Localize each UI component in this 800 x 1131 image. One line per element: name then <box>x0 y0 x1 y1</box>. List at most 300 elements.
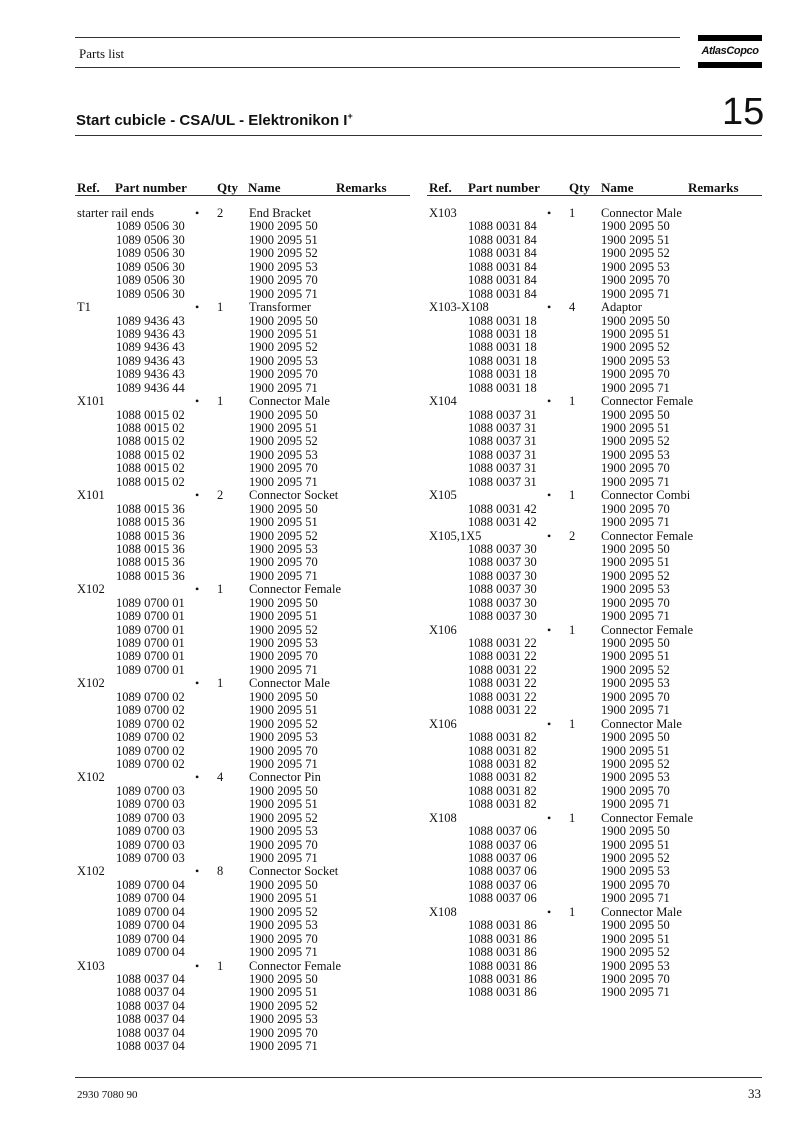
part-number-cell: 1089 0700 01 <box>116 662 185 677</box>
name-cell: 1900 2095 70 <box>601 595 670 610</box>
name-cell: 1900 2095 50 <box>601 824 670 839</box>
name-cell: 1900 2095 51 <box>249 515 318 530</box>
part-number-cell: 1088 0037 31 <box>468 474 537 489</box>
part-number-cell: 1088 0031 84 <box>468 273 537 288</box>
right-header-remarks: Remarks <box>688 180 739 195</box>
part-number-cell: 1088 0031 86 <box>468 931 537 946</box>
part-number-cell: 1089 0700 02 <box>116 716 185 731</box>
part-number-cell: 1088 0015 02 <box>116 461 185 476</box>
ref-cell: X103-X108 <box>429 300 489 315</box>
ref-cell: X101 <box>77 488 105 503</box>
qty-cell: 1 <box>569 394 576 409</box>
part-number-cell: 1088 0031 82 <box>468 783 537 798</box>
qty-cell: 4 <box>217 770 224 785</box>
name-cell: 1900 2095 50 <box>601 541 670 556</box>
part-number-cell: 1088 0015 36 <box>116 555 185 570</box>
name-cell: 1900 2095 70 <box>601 501 670 516</box>
name-cell: 1900 2095 50 <box>601 313 670 328</box>
bullet-marker: • <box>547 622 552 637</box>
ref-cell: T1 <box>77 300 91 315</box>
part-number-cell: 1089 9436 43 <box>116 367 185 382</box>
qty-cell: 1 <box>217 958 224 973</box>
page-title <box>76 111 353 129</box>
part-number-cell: 1088 0037 30 <box>468 609 537 624</box>
name-cell: 1900 2095 53 <box>249 1012 318 1027</box>
ref-cell: starter rail ends <box>77 206 155 220</box>
name-cell: 1900 2095 71 <box>601 286 670 301</box>
name-cell: Connector Socket <box>249 488 339 503</box>
name-cell: 1900 2095 71 <box>249 568 318 583</box>
name-cell: Connector Female <box>249 958 341 973</box>
name-cell: 1900 2095 50 <box>249 877 318 892</box>
name-cell: 1900 2095 52 <box>249 810 318 825</box>
left-header-part-number: Part number <box>115 180 187 195</box>
part-number-cell: 1088 0037 31 <box>468 447 537 462</box>
name-cell: 1900 2095 50 <box>601 636 670 650</box>
name-cell: 1900 2095 52 <box>601 756 670 771</box>
part-number-cell: 1088 0031 86 <box>468 945 537 960</box>
part-number-cell: 1088 0031 84 <box>468 286 537 301</box>
part-number-cell: 1088 0037 04 <box>116 1012 185 1027</box>
name-cell: 1900 2095 71 <box>601 474 670 489</box>
part-number-cell: 1088 0031 22 <box>468 636 537 650</box>
part-number-cell: 1088 0031 18 <box>468 353 537 368</box>
bullet-marker: • <box>547 300 552 315</box>
ref-cell: X103 <box>77 958 105 973</box>
qty-cell: 1 <box>569 488 576 503</box>
name-cell: 1900 2095 50 <box>601 407 670 422</box>
bullet-marker: • <box>195 394 200 409</box>
name-cell: 1900 2095 53 <box>601 259 670 274</box>
name-cell: 1900 2095 51 <box>249 891 318 906</box>
part-number-cell: 1088 0037 31 <box>468 421 537 435</box>
name-cell: 1900 2095 51 <box>601 837 670 852</box>
ref-cell: X102 <box>77 676 105 691</box>
name-cell: 1900 2095 51 <box>601 555 670 570</box>
name-cell: 1900 2095 70 <box>249 273 318 288</box>
name-cell: 1900 2095 50 <box>601 219 670 234</box>
part-number-cell: 1088 0031 84 <box>468 219 537 234</box>
header-top-rule <box>75 37 680 38</box>
name-cell: 1900 2095 52 <box>601 662 670 677</box>
name-cell: 1900 2095 53 <box>601 447 670 462</box>
qty-cell: 4 <box>569 300 576 315</box>
name-cell: 1900 2095 71 <box>249 1039 318 1054</box>
part-number-cell: 1089 0700 04 <box>116 945 185 960</box>
part-number-cell: 1089 0700 04 <box>116 931 185 946</box>
part-number-cell: 1088 0015 02 <box>116 474 185 489</box>
name-cell: 1900 2095 51 <box>601 232 670 247</box>
name-cell: 1900 2095 71 <box>249 286 318 301</box>
part-number-cell: 1088 0031 18 <box>468 367 537 382</box>
name-cell: 1900 2095 53 <box>601 864 670 879</box>
left-header-qty: Qty <box>217 180 238 195</box>
name-cell: 1900 2095 51 <box>601 421 670 435</box>
part-number-cell: 1089 0700 02 <box>116 689 185 704</box>
name-cell: 1900 2095 71 <box>249 756 318 771</box>
part-number-cell: 1088 0037 06 <box>468 877 537 892</box>
name-cell: 1900 2095 71 <box>601 515 670 530</box>
part-number-cell: 1088 0031 22 <box>468 662 537 677</box>
ref-cell: X102 <box>77 770 105 785</box>
part-number-cell: 1088 0015 02 <box>116 421 185 435</box>
part-number-cell: 1089 0700 03 <box>116 837 185 852</box>
qty-cell: 2 <box>217 206 224 220</box>
part-number-cell: 1088 0015 36 <box>116 515 185 530</box>
part-number-cell: 1088 0031 22 <box>468 689 537 704</box>
part-number-cell: 1088 0037 30 <box>468 582 537 597</box>
right-header-rule <box>427 195 762 196</box>
qty-cell: 1 <box>217 676 224 691</box>
logo-text: AtlasCopco <box>701 45 759 57</box>
part-number-cell: 1088 0015 02 <box>116 434 185 449</box>
part-number-cell: 1088 0037 06 <box>468 864 537 879</box>
part-number-cell: 1088 0015 36 <box>116 541 185 556</box>
part-number-cell: 1088 0037 06 <box>468 824 537 839</box>
qty-cell: 1 <box>217 394 224 409</box>
part-number-cell: 1089 0700 01 <box>116 622 185 637</box>
name-cell: 1900 2095 53 <box>249 447 318 462</box>
name-cell: 1900 2095 50 <box>601 918 670 933</box>
name-cell: 1900 2095 50 <box>601 730 670 745</box>
qty-cell: 1 <box>217 582 224 597</box>
name-cell: 1900 2095 50 <box>249 313 318 328</box>
name-cell: 1900 2095 71 <box>249 474 318 489</box>
name-cell: 1900 2095 52 <box>601 851 670 865</box>
name-cell: 1900 2095 53 <box>249 824 318 839</box>
name-cell: 1900 2095 53 <box>601 582 670 597</box>
name-cell: 1900 2095 50 <box>249 689 318 704</box>
name-cell: 1900 2095 52 <box>249 434 318 449</box>
name-cell: 1900 2095 52 <box>249 528 318 543</box>
name-cell: Connector Male <box>601 206 682 220</box>
name-cell: 1900 2095 70 <box>601 877 670 892</box>
name-cell: Connector Male <box>249 676 330 691</box>
name-cell: End Bracket <box>249 206 312 220</box>
name-cell: 1900 2095 70 <box>249 1025 318 1040</box>
part-number-cell: 1088 0031 22 <box>468 676 537 691</box>
part-number-cell: 1089 9436 43 <box>116 326 185 341</box>
name-cell: 1900 2095 70 <box>249 931 318 946</box>
part-number-cell: 1089 0506 30 <box>116 219 185 234</box>
qty-cell: 1 <box>569 904 576 919</box>
bullet-marker: • <box>547 488 552 503</box>
part-number-cell: 1088 0031 82 <box>468 743 537 758</box>
ref-cell: X105 <box>429 488 457 503</box>
name-cell: 1900 2095 70 <box>601 273 670 288</box>
part-number-cell: 1088 0015 02 <box>116 407 185 422</box>
part-number-cell: 1088 0031 84 <box>468 259 537 274</box>
name-cell: 1900 2095 71 <box>601 797 670 812</box>
right-header-qty: Qty <box>569 180 590 195</box>
part-number-cell: 1088 0031 84 <box>468 246 537 261</box>
part-number-cell: 1088 0031 22 <box>468 649 537 664</box>
footer-rule <box>75 1077 762 1078</box>
page-title-text: Start cubicle - CSA/UL - Elektronikon I <box>76 112 348 129</box>
part-number-cell: 1089 0700 01 <box>116 636 185 650</box>
part-number-cell: 1089 0700 01 <box>116 609 185 624</box>
right-header-ref: Ref. <box>429 180 452 195</box>
chapter-number: 15 <box>722 91 765 133</box>
name-cell: Connector Female <box>601 394 693 409</box>
name-cell: 1900 2095 71 <box>601 985 670 1000</box>
bullet-marker: • <box>547 810 552 825</box>
logo-bar-bottom <box>698 62 762 68</box>
part-number-cell: 1088 0031 42 <box>468 515 537 530</box>
part-number-cell: 1089 0700 02 <box>116 743 185 758</box>
name-cell: 1900 2095 52 <box>249 340 318 355</box>
header-bottom-rule <box>75 67 680 68</box>
name-cell: 1900 2095 71 <box>601 380 670 395</box>
name-cell: 1900 2095 70 <box>601 783 670 798</box>
qty-cell: 1 <box>217 300 224 315</box>
name-cell: 1900 2095 53 <box>601 353 670 368</box>
name-cell: 1900 2095 70 <box>601 461 670 476</box>
name-cell: 1900 2095 70 <box>601 971 670 986</box>
name-cell: 1900 2095 52 <box>249 716 318 731</box>
part-number-cell: 1088 0015 36 <box>116 501 185 516</box>
name-cell: 1900 2095 70 <box>249 743 318 758</box>
page-title-superscript: + <box>347 111 353 121</box>
name-cell: 1900 2095 53 <box>249 541 318 556</box>
name-cell: 1900 2095 51 <box>249 421 318 435</box>
ref-cell: X103 <box>429 206 457 220</box>
name-cell: 1900 2095 51 <box>249 797 318 812</box>
part-number-cell: 1088 0037 06 <box>468 837 537 852</box>
name-cell: 1900 2095 53 <box>601 958 670 973</box>
ref-cell: X102 <box>77 864 105 879</box>
name-cell: 1900 2095 51 <box>601 326 670 341</box>
part-number-cell: 1088 0031 22 <box>468 703 537 718</box>
left-header-remarks: Remarks <box>336 180 387 195</box>
part-number-cell: 1088 0031 18 <box>468 340 537 355</box>
name-cell: Connector Female <box>249 582 341 597</box>
name-cell: 1900 2095 71 <box>601 891 670 906</box>
part-number-cell: 1088 0037 30 <box>468 555 537 570</box>
part-number-cell: 1088 0037 30 <box>468 541 537 556</box>
part-number-cell: 1089 0700 03 <box>116 824 185 839</box>
name-cell: 1900 2095 53 <box>249 730 318 745</box>
left-header-rule <box>75 195 410 196</box>
name-cell: 1900 2095 52 <box>601 434 670 449</box>
part-number-cell: 1088 0031 82 <box>468 770 537 785</box>
qty-cell: 2 <box>217 488 224 503</box>
part-number-cell: 1089 9436 43 <box>116 340 185 355</box>
name-cell: 1900 2095 51 <box>249 232 318 247</box>
part-number-cell: 1089 0700 03 <box>116 851 185 865</box>
footer-doc-number: 2930 7080 90 <box>77 1089 138 1101</box>
qty-cell: 8 <box>217 864 224 879</box>
bullet-marker: • <box>547 394 552 409</box>
name-cell: 1900 2095 51 <box>601 743 670 758</box>
part-number-cell: 1088 0037 04 <box>116 1039 185 1054</box>
name-cell: 1900 2095 70 <box>249 367 318 382</box>
part-number-cell: 1089 0506 30 <box>116 273 185 288</box>
section-label: Parts list <box>79 46 125 61</box>
part-number-cell: 1088 0037 31 <box>468 461 537 476</box>
bullet-marker: • <box>195 582 200 597</box>
ref-cell: X108 <box>429 904 457 919</box>
part-number-cell: 1088 0037 06 <box>468 891 537 906</box>
part-number-cell: 1088 0031 82 <box>468 756 537 771</box>
name-cell: 1900 2095 52 <box>249 622 318 637</box>
name-cell: Connector Female <box>601 622 693 637</box>
name-cell: 1900 2095 51 <box>249 326 318 341</box>
left-header-name: Name <box>248 180 281 195</box>
name-cell: 1900 2095 52 <box>601 246 670 261</box>
name-cell: 1900 2095 50 <box>249 783 318 798</box>
part-number-cell: 1088 0031 18 <box>468 313 537 328</box>
name-cell: 1900 2095 52 <box>601 340 670 355</box>
ref-cell: X105,1X5 <box>429 528 482 543</box>
name-cell: 1900 2095 50 <box>249 219 318 234</box>
part-number-cell: 1089 0506 30 <box>116 246 185 261</box>
bullet-marker: • <box>195 488 200 503</box>
name-cell: Connector Male <box>601 904 682 919</box>
ref-cell: X106 <box>429 622 457 637</box>
name-cell: Connector Female <box>601 528 693 543</box>
bullet-marker: • <box>195 300 200 315</box>
part-number-cell: 1088 0037 04 <box>116 971 185 986</box>
part-number-cell: 1088 0037 30 <box>468 595 537 610</box>
ref-cell: X104 <box>429 394 457 409</box>
part-number-cell: 1089 0700 04 <box>116 877 185 892</box>
part-number-cell: 1088 0031 18 <box>468 380 537 395</box>
part-number-cell: 1089 0700 01 <box>116 649 185 664</box>
name-cell: 1900 2095 70 <box>249 555 318 570</box>
part-number-cell: 1089 0700 03 <box>116 783 185 798</box>
part-number-cell: 1089 0506 30 <box>116 259 185 274</box>
part-number-cell: 1089 0700 03 <box>116 797 185 812</box>
part-number-cell: 1088 0031 82 <box>468 797 537 812</box>
name-cell: 1900 2095 53 <box>249 353 318 368</box>
part-number-cell: 1089 0700 01 <box>116 595 185 610</box>
part-number-cell: 1089 9436 43 <box>116 353 185 368</box>
qty-cell: 1 <box>569 622 576 637</box>
name-cell: 1900 2095 52 <box>601 945 670 960</box>
part-number-cell: 1089 9436 44 <box>116 380 185 395</box>
name-cell: 1900 2095 53 <box>249 636 318 650</box>
name-cell: 1900 2095 50 <box>249 971 318 986</box>
qty-cell: 1 <box>569 810 576 825</box>
part-number-cell: 1089 9436 43 <box>116 313 185 328</box>
part-number-cell: 1088 0037 31 <box>468 407 537 422</box>
part-number-cell: 1089 0700 03 <box>116 810 185 825</box>
name-cell: 1900 2095 53 <box>249 918 318 933</box>
part-number-cell: 1088 0031 86 <box>468 958 537 973</box>
name-cell: 1900 2095 52 <box>249 904 318 919</box>
name-cell: 1900 2095 53 <box>601 676 670 691</box>
title-rule <box>75 135 762 136</box>
bullet-marker: • <box>195 676 200 691</box>
ref-cell: X106 <box>429 716 457 731</box>
bullet-marker: • <box>547 716 552 731</box>
name-cell: 1900 2095 52 <box>601 568 670 583</box>
logo-bar-top <box>698 35 762 41</box>
name-cell: 1900 2095 71 <box>249 662 318 677</box>
name-cell: Connector Pin <box>249 770 321 785</box>
part-number-cell: 1088 0031 42 <box>468 501 537 516</box>
part-number-cell: 1088 0037 31 <box>468 434 537 449</box>
part-number-cell: 1089 0700 02 <box>116 730 185 745</box>
name-cell: Adaptor <box>601 300 642 315</box>
part-number-cell: 1088 0037 04 <box>116 1025 185 1040</box>
ref-cell: X108 <box>429 810 457 825</box>
part-number-cell: 1088 0037 30 <box>468 568 537 583</box>
part-number-cell: 1088 0031 86 <box>468 918 537 933</box>
qty-cell: 1 <box>569 716 576 731</box>
name-cell: 1900 2095 71 <box>249 945 318 960</box>
part-number-cell: 1088 0031 86 <box>468 985 537 1000</box>
name-cell: 1900 2095 53 <box>601 770 670 785</box>
bullet-marker: • <box>547 206 552 220</box>
part-number-cell: 1089 0700 02 <box>116 703 185 718</box>
bullet-marker: • <box>195 958 200 973</box>
name-cell: Transformer <box>249 300 312 315</box>
name-cell: 1900 2095 50 <box>249 595 318 610</box>
name-cell: 1900 2095 70 <box>249 649 318 664</box>
name-cell: 1900 2095 51 <box>601 649 670 664</box>
qty-cell: 1 <box>569 206 576 220</box>
name-cell: Connector Male <box>249 394 330 409</box>
part-number-cell: 1088 0031 86 <box>468 971 537 986</box>
bullet-marker: • <box>195 206 200 220</box>
bullet-marker: • <box>547 904 552 919</box>
ref-cell: X102 <box>77 582 105 597</box>
name-cell: 1900 2095 70 <box>601 367 670 382</box>
name-cell: 1900 2095 70 <box>249 461 318 476</box>
part-number-cell: 1089 0700 02 <box>116 756 185 771</box>
part-number-cell: 1088 0037 06 <box>468 851 537 865</box>
name-cell: 1900 2095 50 <box>249 407 318 422</box>
part-number-cell: 1088 0015 36 <box>116 568 185 583</box>
part-number-cell: 1089 0506 30 <box>116 286 185 301</box>
part-number-cell: 1088 0031 84 <box>468 232 537 247</box>
name-cell: 1900 2095 51 <box>249 703 318 718</box>
part-number-cell: 1088 0037 04 <box>116 998 185 1013</box>
name-cell: Connector Male <box>601 716 682 731</box>
name-cell: 1900 2095 51 <box>601 931 670 946</box>
name-cell: 1900 2095 71 <box>601 703 670 718</box>
bullet-marker: • <box>547 528 552 543</box>
ref-cell: X101 <box>77 394 105 409</box>
name-cell: 1900 2095 53 <box>249 259 318 274</box>
name-cell: 1900 2095 71 <box>249 851 318 865</box>
part-number-cell: 1088 0015 36 <box>116 528 185 543</box>
part-number-cell: 1088 0031 82 <box>468 730 537 745</box>
name-cell: Connector Combi <box>601 488 691 503</box>
part-number-cell: 1089 0506 30 <box>116 232 185 247</box>
name-cell: 1900 2095 52 <box>249 998 318 1013</box>
left-header-ref: Ref. <box>77 180 100 195</box>
name-cell: 1900 2095 70 <box>601 689 670 704</box>
part-number-cell: 1089 0700 04 <box>116 891 185 906</box>
qty-cell: 2 <box>569 528 576 543</box>
name-cell: 1900 2095 70 <box>249 837 318 852</box>
part-number-cell: 1088 0015 02 <box>116 447 185 462</box>
part-number-cell: 1088 0037 04 <box>116 985 185 1000</box>
footer-page-number: 33 <box>748 1086 761 1101</box>
name-cell: 1900 2095 51 <box>249 985 318 1000</box>
bullet-marker: • <box>195 864 200 879</box>
bullet-marker: • <box>195 770 200 785</box>
part-number-cell: 1089 0700 04 <box>116 918 185 933</box>
name-cell: 1900 2095 50 <box>249 501 318 516</box>
right-header-part-number: Part number <box>468 180 540 195</box>
name-cell: 1900 2095 52 <box>249 246 318 261</box>
part-number-cell: 1089 0700 04 <box>116 904 185 919</box>
name-cell: Connector Female <box>601 810 693 825</box>
